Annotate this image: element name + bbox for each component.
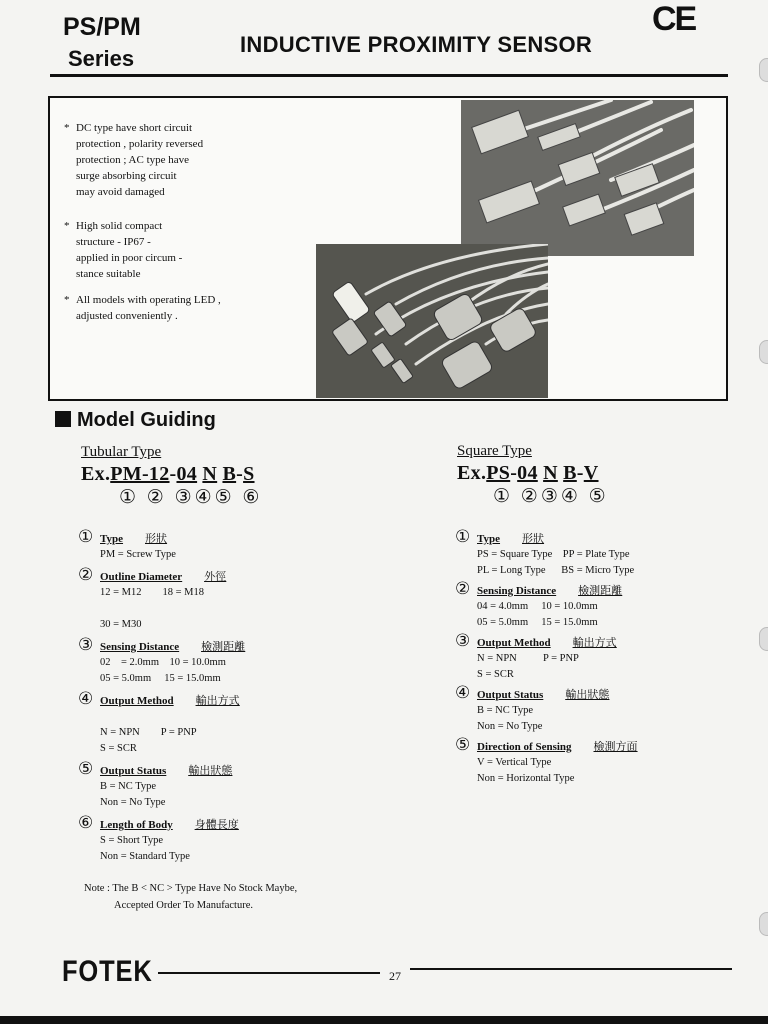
definition-value: 05 = 5.0mm 15 = 15.0mm	[477, 617, 598, 628]
code-separator: -	[576, 462, 584, 484]
square-column	[457, 443, 609, 508]
feature-line: protection ; AC type have	[76, 154, 190, 166]
definition-label: Sensing Distance	[477, 585, 557, 597]
asterisk-bullet-icon: *	[64, 294, 70, 306]
definition-item	[78, 527, 408, 563]
circled-number-icon: ⑤	[78, 759, 94, 778]
example-prefix: Ex.	[457, 462, 487, 484]
definition-item	[78, 813, 408, 865]
feature-line: adjusted conveniently .	[76, 310, 178, 322]
definition-heading	[455, 683, 735, 703]
feature-box	[48, 96, 728, 401]
definition-heading	[455, 527, 735, 547]
definition-item	[455, 631, 735, 683]
binder-hole	[759, 912, 768, 936]
feature-line: may avoid damaged	[76, 186, 165, 198]
square-bullet-icon	[55, 411, 71, 427]
example-prefix: Ex.	[81, 463, 111, 485]
definition-value: B = NC Type	[477, 705, 534, 716]
series-title: PS/PM	[63, 13, 141, 41]
code-segment: N	[543, 462, 558, 484]
feature-item	[64, 218, 306, 282]
definition-heading	[78, 565, 408, 585]
square-position-numbers: ① ②③④ ⑤	[493, 486, 609, 507]
square-sensors-illustration	[461, 100, 694, 256]
circled-number-icon: ②	[455, 579, 471, 598]
definition-value: Non = No Type	[100, 797, 166, 808]
definition-label: Output Method	[100, 695, 174, 707]
definition-chinese-label: 身體長度	[194, 818, 239, 831]
definition-chinese-label: 檢測距離	[578, 584, 623, 597]
definition-value: S = SCR	[477, 669, 514, 680]
footer-rule-left	[158, 972, 380, 974]
definition-value: B = NC Type	[100, 781, 157, 792]
tubular-title: Tubular Type	[81, 444, 162, 460]
feature-line: protection , polarity reversed	[76, 138, 204, 150]
definition-chinese-label: 輸出狀態	[188, 764, 233, 777]
code-segment: N	[202, 463, 218, 485]
feature-item	[64, 120, 306, 200]
definition-value: 30 = M30	[100, 619, 142, 630]
binder-hole	[759, 340, 768, 364]
page-title: INDUCTIVE PROXIMITY SENSOR	[240, 32, 593, 57]
footer-rule-right	[410, 968, 732, 970]
ce-mark-logo: CE	[652, 0, 696, 38]
definition-item	[78, 759, 408, 811]
definition-chinese-label: 檢測距離	[201, 640, 246, 653]
circled-number-icon: ①	[78, 527, 94, 546]
definition-value: S = SCR	[100, 743, 137, 754]
fotek-logo: FOTEK	[62, 955, 153, 988]
circled-number-icon: ③	[455, 631, 471, 650]
definition-value: PL = Long Type BS = Micro Type	[477, 565, 635, 576]
definition-value: Non = Standard Type	[100, 851, 190, 862]
definition-heading	[78, 759, 408, 779]
definition-chinese-label: 檢測方面	[593, 740, 638, 753]
code-separator: -	[510, 462, 518, 484]
tubular-column	[81, 444, 262, 509]
code-segment: V	[583, 462, 599, 484]
circled-number-icon: ③	[78, 635, 94, 654]
page-number: 27	[389, 969, 401, 983]
circled-number-icon: ⑤	[455, 735, 471, 754]
circled-number-icon: ⑥	[78, 813, 94, 832]
definition-item	[455, 527, 735, 579]
asterisk-bullet-icon: *	[64, 220, 70, 232]
note-line-1: Note : The B < NC > Type Have No Stock Maybe,	[84, 883, 298, 894]
feature-line: structure - IP67 -	[76, 236, 151, 248]
definition-label: Length of Body	[100, 819, 173, 831]
tubular-sensors-photo	[316, 244, 548, 398]
tubular-sensors-illustration	[316, 244, 548, 398]
feature-item	[64, 292, 306, 324]
square-title: Square Type	[457, 443, 532, 459]
circled-number-icon: ④	[455, 683, 471, 702]
code-separator: -	[169, 463, 177, 485]
code-segment: PS	[486, 462, 511, 484]
binder-hole	[759, 58, 768, 82]
section-title: Model Guiding	[77, 409, 216, 431]
definition-heading	[78, 813, 408, 833]
square-example	[457, 462, 609, 485]
code-segment: 04	[517, 462, 538, 484]
code-segment: B	[563, 462, 577, 484]
definition-label: Outline Diameter	[100, 571, 183, 583]
circled-number-icon: ④	[78, 689, 94, 708]
note-line-2: Accepted Order To Manufacture.	[114, 900, 254, 911]
feature-line: All models with operating LED ,	[76, 294, 221, 306]
feature-line: surge absorbing circuit	[76, 170, 177, 182]
definition-value: PM = Screw Type	[100, 549, 176, 560]
example-code	[110, 463, 254, 485]
definition-label: Sensing Distance	[100, 641, 180, 653]
definition-chinese-label: 形狀	[522, 532, 545, 545]
definition-item	[455, 683, 735, 735]
definition-item	[78, 635, 408, 687]
definition-value: 02 = 2.0mm 10 = 10.0mm	[100, 657, 226, 668]
feature-line: stance suitable	[76, 268, 141, 280]
definition-label: Output Status	[100, 765, 167, 777]
definition-value: 04 = 4.0mm 10 = 10.0mm	[477, 601, 598, 612]
definition-value: 12 = M12 18 = M18	[100, 587, 205, 598]
definition-item	[78, 689, 408, 757]
definition-value: V = Vertical Type	[477, 757, 552, 768]
definition-label: Type	[477, 533, 501, 545]
circled-number-icon: ②	[78, 565, 94, 584]
definition-value	[100, 601, 408, 617]
series-subtitle: Series	[68, 46, 135, 71]
definition-chinese-label: 外徑	[204, 570, 227, 583]
tubular-example	[81, 463, 262, 486]
square-sensors-photo	[461, 100, 694, 256]
circled-number-icon: ①	[455, 527, 471, 546]
definition-item	[455, 735, 735, 787]
definition-heading	[455, 631, 735, 651]
asterisk-bullet-icon: *	[64, 122, 70, 134]
definition-heading	[455, 735, 735, 755]
code-segment: B	[222, 463, 237, 485]
tubular-definitions	[78, 527, 408, 867]
definition-value: PS = Square Type PP = Plate Type	[477, 549, 630, 560]
code-segment: PM-12	[110, 463, 170, 485]
definition-heading	[78, 635, 408, 655]
feature-line: applied in poor circum -	[76, 252, 183, 264]
definition-label: Type	[100, 533, 124, 545]
definition-value: 05 = 5.0mm 15 = 15.0mm	[100, 673, 221, 684]
definition-item	[455, 579, 735, 631]
section-heading	[55, 409, 216, 432]
feature-line: DC type have short circuit	[76, 122, 193, 134]
definition-heading	[78, 527, 408, 547]
definition-label: Output Method	[477, 637, 551, 649]
definition-label: Output Status	[477, 689, 544, 701]
tubular-position-numbers: ① ② ③④⑤ ⑥	[119, 487, 263, 508]
definition-item	[78, 565, 408, 633]
definition-chinese-label: 輸出方式	[195, 694, 240, 707]
header-divider	[50, 74, 728, 77]
definition-chinese-label: 輸出狀態	[565, 688, 610, 701]
square-definitions	[455, 527, 735, 787]
definition-value: N = NPN P = PNP	[477, 653, 579, 664]
code-segment: 04	[176, 463, 198, 485]
definition-chinese-label: 輸出方式	[572, 636, 617, 649]
definition-value: S = Short Type	[100, 835, 164, 846]
stock-note	[84, 880, 297, 914]
definition-value: N = NPN P = PNP	[100, 727, 197, 738]
definition-label: Direction of Sensing	[477, 741, 572, 753]
binder-hole	[759, 627, 768, 651]
definition-chinese-label: 形狀	[145, 532, 168, 545]
code-segment: S	[243, 463, 255, 485]
definition-heading	[78, 689, 408, 709]
definition-heading	[455, 579, 735, 599]
feature-line: High solid compact	[76, 220, 163, 232]
definition-value	[100, 709, 408, 725]
definition-value: Non = No Type	[477, 721, 543, 732]
definition-value: Non = Horizontal Type	[477, 773, 575, 784]
scan-edge-bar	[0, 1016, 768, 1024]
example-code	[486, 462, 598, 484]
code-separator: -	[236, 463, 244, 485]
